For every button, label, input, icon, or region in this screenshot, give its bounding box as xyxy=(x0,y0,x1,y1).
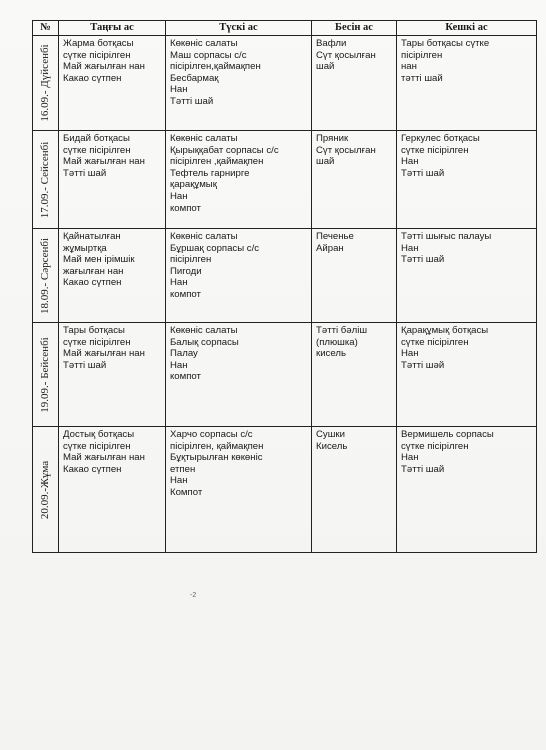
table-row xyxy=(33,36,537,131)
weekly-menu-table xyxy=(32,20,537,553)
header-snack: Бесін ас xyxy=(312,21,397,36)
snack-cell xyxy=(312,427,397,553)
menu-item: сүтке пісірілген xyxy=(401,144,469,156)
menu-item: Нан xyxy=(170,277,188,289)
page-mark: -2 xyxy=(190,592,197,599)
menu-item: пісірілген xyxy=(401,49,443,61)
day-label: 19.09.- Бейсенбі xyxy=(38,336,51,413)
menu-item: кисель xyxy=(316,348,346,360)
header-lunch: Түскі ас xyxy=(166,21,312,36)
menu-item: Көкөніс салаты xyxy=(170,38,238,49)
menu-item: Сушки xyxy=(316,429,345,440)
day-label: 20.09.-Жұма xyxy=(38,460,51,519)
menu-item: Вермишель сорпасы xyxy=(401,429,494,440)
menu-item: Қайнатылған xyxy=(63,231,121,242)
menu-item: Тәтті шәй xyxy=(401,359,445,371)
menu-item: Кисель xyxy=(316,440,348,452)
menu-item: Май жағылған нан xyxy=(63,61,145,73)
menu-item: Нан xyxy=(401,348,419,360)
menu-item: Тары ботқасы сүтке xyxy=(401,38,490,49)
menu-item: Палау xyxy=(170,348,198,360)
menu-item: жұмыртқа xyxy=(63,242,107,254)
dinner-cell xyxy=(397,427,537,553)
menu-item: Какао сүтпен xyxy=(63,72,122,84)
menu-item: сүтке пісірілген xyxy=(63,49,131,61)
menu-item: Какао сүтпен xyxy=(63,277,122,289)
menu-item: пісірілген, қаймақпен xyxy=(170,440,264,452)
menu-item: Пигоди xyxy=(170,265,202,277)
table-row xyxy=(33,323,537,427)
lunch-cell xyxy=(166,131,312,229)
menu-item: сүтке пісірілген xyxy=(401,336,469,348)
menu-item: Май жағылған нан xyxy=(63,348,145,360)
menu-item: Тәтті шығыс палауы xyxy=(401,231,492,242)
menu-item: қарақұмық xyxy=(170,179,217,191)
menu-item: Печенье xyxy=(316,231,354,242)
day-label: 18.09.- Сәрсенбі xyxy=(38,237,51,314)
menu-item: сүтке пісірілген xyxy=(63,336,131,348)
menu-item: компот xyxy=(170,202,201,214)
lunch-cell xyxy=(166,229,312,323)
menu-item: Май жағылған нан xyxy=(63,156,145,168)
day-cell xyxy=(33,323,59,427)
day-cell xyxy=(33,36,59,131)
breakfast-cell xyxy=(59,131,166,229)
day-cell xyxy=(33,229,59,323)
menu-item: Жарма ботқасы xyxy=(63,38,134,49)
menu-item: шай xyxy=(316,156,335,168)
menu-item: Тәтті шай xyxy=(170,95,214,107)
menu-item: Май мен ірімшік xyxy=(63,254,135,266)
menu-item: Нан xyxy=(170,359,188,371)
menu-item: Бесбармақ xyxy=(170,72,219,84)
menu-item: пісірілген xyxy=(170,254,212,266)
menu-item: Балық сорпасы xyxy=(170,336,239,348)
menu-item: Достық ботқасы xyxy=(63,429,135,440)
menu-item: Нан xyxy=(401,452,419,464)
snack-cell xyxy=(312,323,397,427)
menu-item: (плюшка) xyxy=(316,336,358,348)
lunch-cell xyxy=(166,36,312,131)
menu-item: Көкөніс салаты xyxy=(170,133,238,144)
dinner-cell xyxy=(397,323,537,427)
menu-item: Тефтель гарнирге xyxy=(170,167,250,179)
menu-item: Көкөніс салаты xyxy=(170,325,238,336)
menu-item: компот xyxy=(170,371,201,383)
menu-item: Сүт қосылған xyxy=(316,144,376,156)
menu-item: тәтті шай xyxy=(401,72,443,84)
menu-item: сүтке пісірілген xyxy=(401,440,469,452)
snack-cell xyxy=(312,131,397,229)
menu-item: Маш сорпасы с/с xyxy=(170,49,247,61)
snack-cell xyxy=(312,229,397,323)
table-row xyxy=(33,131,537,229)
menu-item: сүтке пісірілген xyxy=(63,440,131,452)
dinner-cell xyxy=(397,229,537,323)
menu-item: Тәтті шай xyxy=(401,167,445,179)
menu-item: Бидай ботқасы xyxy=(63,133,130,144)
menu-item: пісірілген ,қаймақпен xyxy=(170,156,264,168)
menu-item: Май жағылған нан xyxy=(63,452,145,464)
day-label: 16.09.- Дүйсенбі xyxy=(38,44,51,122)
menu-item: Бұршақ сорпасы с/с xyxy=(170,242,260,254)
header-dinner: Кешкі ас xyxy=(397,21,537,36)
lunch-cell xyxy=(166,427,312,553)
menu-item: Нан xyxy=(401,156,419,168)
menu-item: Вафли xyxy=(316,38,347,49)
header-breakfast: Таңғы ас xyxy=(59,21,166,36)
menu-item: Сүт қосылған xyxy=(316,49,376,61)
dinner-cell xyxy=(397,131,537,229)
menu-item: Нан xyxy=(170,84,188,96)
dinner-cell xyxy=(397,36,537,131)
menu-item: Көкөніс салаты xyxy=(170,231,238,242)
breakfast-cell xyxy=(59,323,166,427)
menu-item: Компот xyxy=(170,486,203,498)
menu-item: Нан xyxy=(401,242,419,254)
menu-item: Нан xyxy=(170,190,188,202)
menu-item: Харчо сорпасы с/с xyxy=(170,429,253,440)
snack-cell xyxy=(312,36,397,131)
header-num: № xyxy=(33,21,59,36)
menu-item: Тәтті шай xyxy=(401,463,445,475)
menu-item: Какао сүтпен xyxy=(63,463,122,475)
day-label: 17.09.- Сейсенбі xyxy=(38,141,51,218)
breakfast-cell xyxy=(59,427,166,553)
menu-item: Қырыққабат сорпасы с/с xyxy=(170,144,279,156)
menu-item: Тәтті бәліш xyxy=(316,325,368,336)
menu-item: жағылған нан xyxy=(63,265,124,277)
day-cell xyxy=(33,131,59,229)
menu-item: компот xyxy=(170,288,201,300)
menu-item: Айран xyxy=(316,242,344,254)
table-row xyxy=(33,229,537,323)
day-cell xyxy=(33,427,59,553)
table-header-row xyxy=(33,21,537,36)
menu-item: Пряник xyxy=(316,133,349,144)
menu-item: Тары ботқасы xyxy=(63,325,125,336)
menu-item: Тәтті шай xyxy=(63,167,107,179)
menu-item: нан xyxy=(401,61,417,73)
menu-item: Қарақұмық ботқасы xyxy=(401,325,489,336)
table-row xyxy=(33,427,537,553)
menu-item: Тәтті шай xyxy=(401,254,445,266)
menu-item: Геркулес ботқасы xyxy=(401,133,480,144)
menu-item: Бұқтырылған көкөніс xyxy=(170,452,263,464)
menu-item: Нан xyxy=(170,475,188,487)
menu-item: сүтке пісірілген xyxy=(63,144,131,156)
menu-item: пісірілген,қаймақпен xyxy=(170,61,261,73)
menu-item: етпен xyxy=(170,463,196,475)
menu-item: шай xyxy=(316,61,335,73)
menu-item: Тәтті шай xyxy=(63,359,107,371)
lunch-cell xyxy=(166,323,312,427)
breakfast-cell xyxy=(59,36,166,131)
breakfast-cell xyxy=(59,229,166,323)
